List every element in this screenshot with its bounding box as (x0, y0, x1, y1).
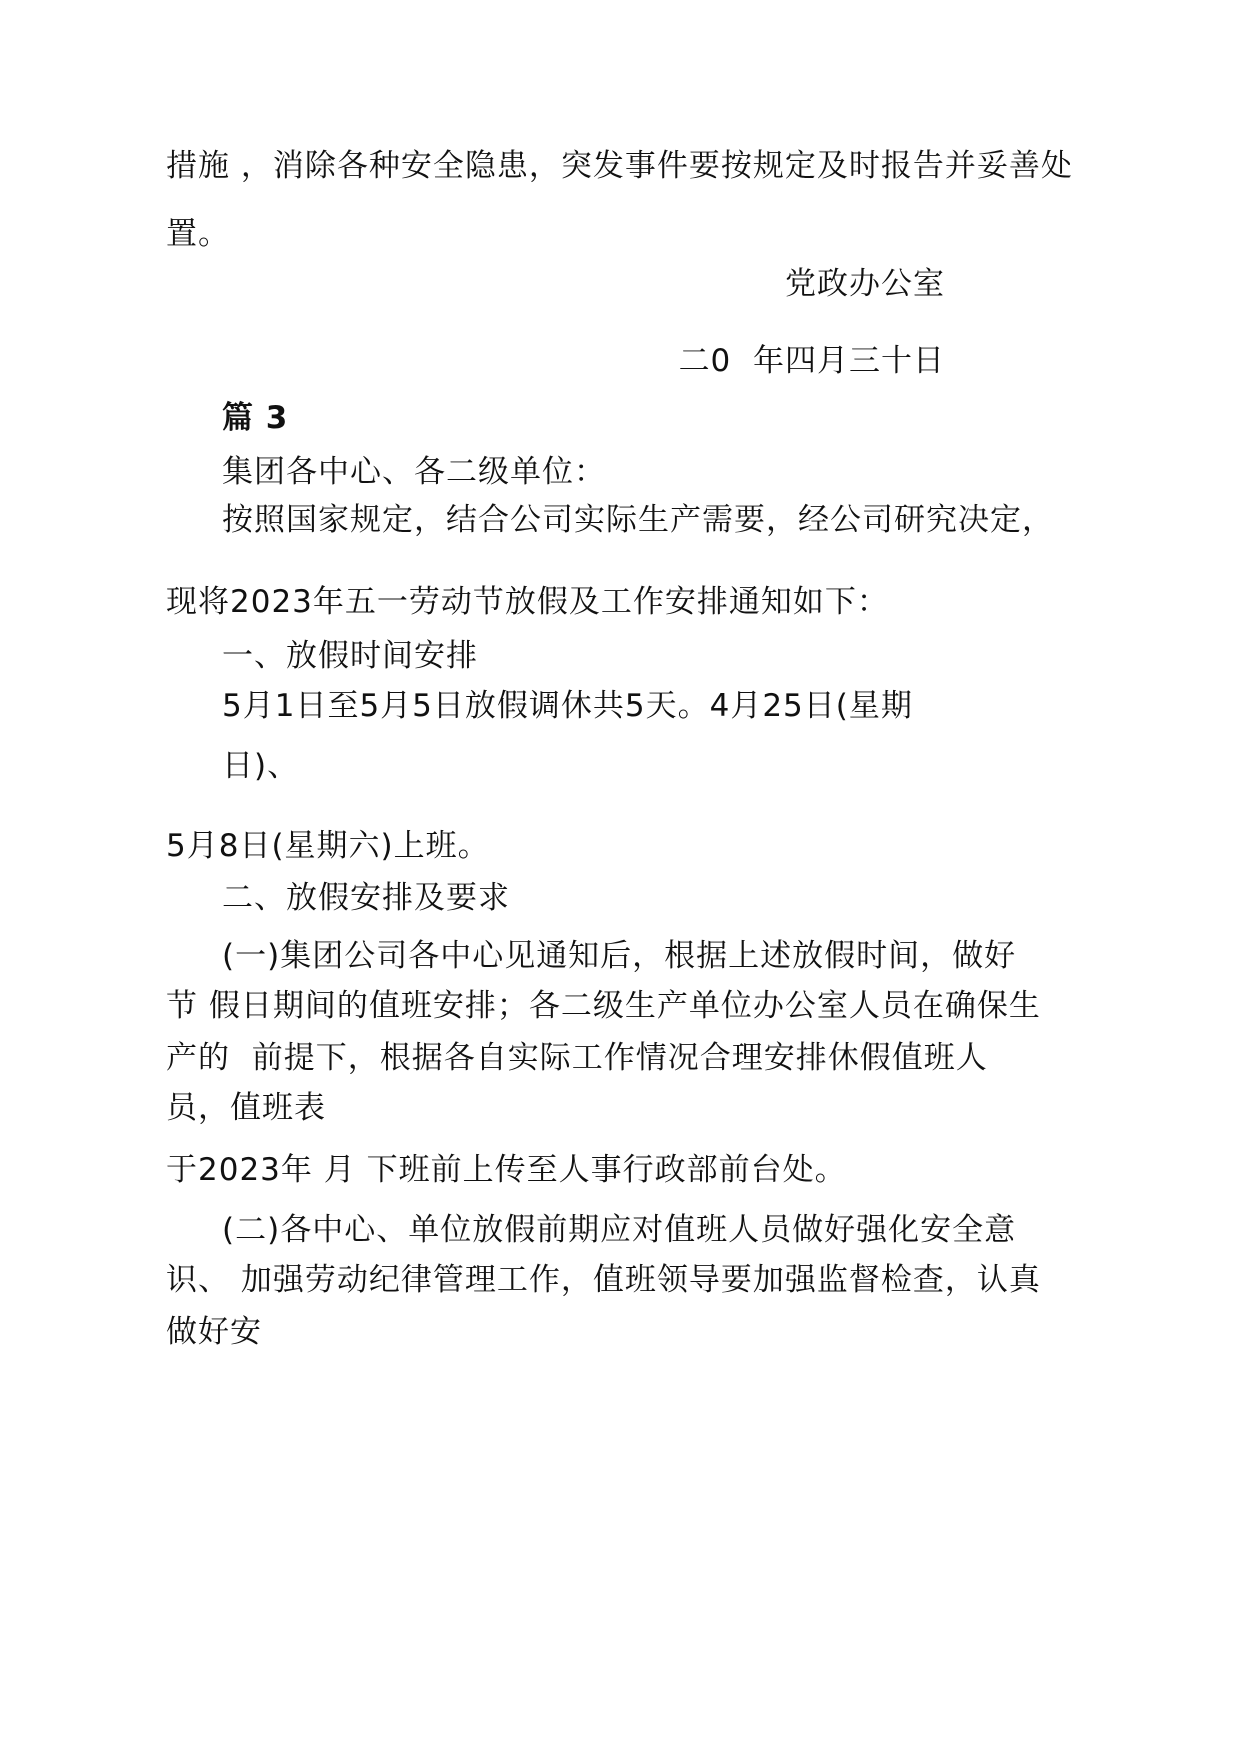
paragraph-line: 节 假日期间的值班安排；各二级生产单位办公室人员在确保生 (166, 988, 1041, 1024)
section-title: 一、放假时间安排 (222, 638, 478, 674)
paragraph-line: (一)集团公司各中心见通知后，根据上述放假时间，做好 (222, 938, 1017, 974)
paragraph-line: 5月1日至5月5日放假调休共5天。4月25日(星期 (222, 688, 913, 724)
paragraph-line: 措施 ，消除各种安全隐患，突发事件要按规定及时报告并妥善处 (166, 148, 1073, 184)
salutation: 集团各中心、各二级单位： (222, 454, 606, 490)
paragraph-line: 产的 前提下，根据各自实际工作情况合理安排休假值班人 (166, 1040, 988, 1076)
section-title: 二、放假安排及要求 (222, 880, 510, 916)
paragraph-line: 于2023年 月 下班前上传至人事行政部前台处。 (166, 1152, 847, 1188)
paragraph-line: 识、 加强劳动纪律管理工作，值班领导要加强监督检查，认真 (166, 1262, 1041, 1298)
paragraph-line: 按照国家规定，结合公司实际生产需要，经公司研究决定， (222, 502, 1054, 538)
paragraph-line: 日)、 (222, 748, 300, 784)
paragraph-line: 5月8日(星期六)上班。 (166, 828, 490, 864)
paragraph-line: 员，值班表 (166, 1090, 326, 1126)
paragraph-line: (二)各中心、单位放假前期应对值班人员做好强化安全意 (222, 1212, 1017, 1248)
signature-organization: 党政办公室 (785, 266, 945, 302)
paragraph-line: 做好安 (166, 1314, 262, 1350)
paragraph-line: 置。 (166, 216, 230, 252)
signature-date: 二0 年四月三十日 (678, 343, 945, 379)
section-heading: 篇 3 (222, 400, 289, 436)
paragraph-line: 现将2023年五一劳动节放假及工作安排通知如下： (166, 584, 889, 620)
